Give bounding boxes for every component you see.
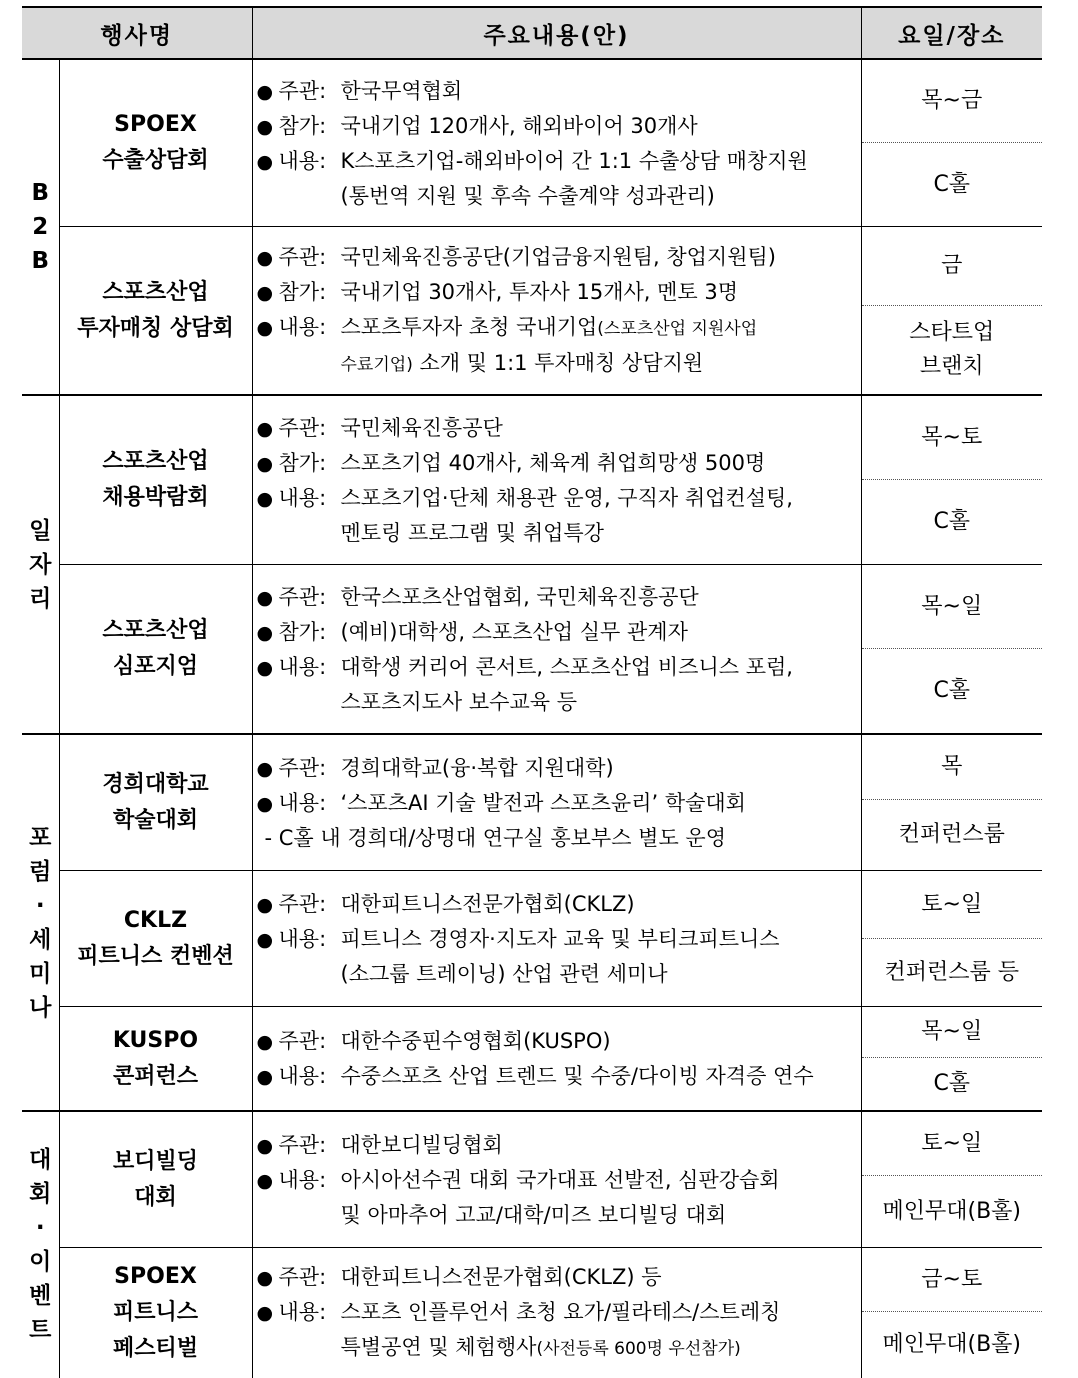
event-table	[22, 6, 1042, 1378]
event-place: C홀	[862, 480, 1043, 564]
event-name: 스포츠산업 투자매칭 상담회	[59, 227, 252, 396]
event-name: KUSPO 콘퍼런스	[59, 1007, 252, 1112]
table-row	[22, 871, 1042, 1007]
event-content: ● 주관: 대한피트니스전문가협회(CKLZ) 등 ● 내용: 스포츠 인플루언서 초청 요가/필라테스/스트레칭 특별공연 및 체험행사(사전등록 600명 우선참가)	[252, 1248, 861, 1378]
event-content: ● 주관: 경희대학교(융·복합 지원대학) ● 내용: ‘스포츠AI 기술 발전과 스포츠윤리’ 학술대회 - C홀 내 경희대/상명대 연구실 홍보부스 별도 운영	[252, 734, 861, 871]
event-day: 목~일	[862, 565, 1043, 649]
header-event-name: 행사명	[22, 7, 252, 59]
table-row	[22, 1248, 1042, 1378]
table-row	[22, 227, 1042, 396]
event-content: ● 주관: 대한수중핀수영협회(KUSPO) ● 내용: 수중스포츠 산업 트렌드 및 수중/다이빙 자격증 연수	[252, 1007, 861, 1112]
event-place: C홀	[862, 1058, 1043, 1110]
event-name: 보디빌딩 대회	[59, 1111, 252, 1248]
event-content: ● 주관: 한국무역협회 ● 참가: 국내기업 120개사, 해외바이어 30개사 ● 내용: K스포츠기업-해외바이어 간 1:1 수출상담 매창지원 (통번역 지원 및 후속 수출계약 성과관리)	[252, 59, 861, 227]
category-forum-seminar: 포 럼 · 세 미 나	[22, 734, 59, 1111]
event-day: 목~일	[862, 1007, 1043, 1058]
event-day-place	[861, 871, 1042, 1007]
header-content: 주요내용(안)	[252, 7, 861, 59]
event-content: ● 주관: 국민체육진흥공단 ● 참가: 스포츠기업 40개사, 체육계 취업희망생 500명 ● 내용: 스포츠기업·단체 채용관 운영, 구직자 취업컨설팅, 멘토링 프로그램 및 취업특강	[252, 395, 861, 565]
event-place: 컨퍼런스룸	[862, 800, 1043, 870]
event-day: 목	[862, 735, 1043, 800]
event-day-place	[861, 395, 1042, 565]
event-day: 금~토	[862, 1248, 1043, 1312]
table-row	[22, 565, 1042, 735]
event-name: SPOEX 피트니스 페스티벌	[59, 1248, 252, 1378]
event-day-place	[861, 59, 1042, 227]
event-day: 금	[862, 227, 1043, 306]
event-place: 메인무대(B홀)	[862, 1176, 1043, 1247]
event-content: ● 주관: 대한피트니스전문가협회(CKLZ) ● 내용: 피트니스 경영자·지도자 교육 및 부티크피트니스 (소그룹 트레이닝) 산업 관련 세미나	[252, 871, 861, 1007]
event-day: 토~일	[862, 871, 1043, 939]
event-name: 스포츠산업 심포지엄	[59, 565, 252, 735]
category-jobs: 일 자 리	[22, 395, 59, 734]
event-day-place	[861, 227, 1042, 396]
event-place: 스타트업 브랜치	[862, 306, 1043, 394]
event-day-place	[861, 565, 1042, 735]
table-row	[22, 59, 1042, 227]
event-place: C홀	[862, 143, 1043, 226]
event-day-place	[861, 734, 1042, 871]
event-name: SPOEX 수출상담회	[59, 59, 252, 227]
table-row	[22, 1111, 1042, 1248]
category-b2b: B 2 B	[22, 59, 59, 395]
event-content: ● 주관: 한국스포츠산업협회, 국민체육진흥공단 ● 참가: (예비)대학생, 스포츠산업 실무 관계자 ● 내용: 대학생 커리어 콘서트, 스포츠산업 비즈니스 포럼, 스포츠지도사 보수교육 등	[252, 565, 861, 735]
event-day-place	[861, 1248, 1042, 1378]
event-name: 경희대학교 학술대회	[59, 734, 252, 871]
event-content: ● 주관: 대한보디빌딩협회 ● 내용: 아시아선수권 대회 국가대표 선발전, 심판강습회 및 아마추어 고교/대학/미즈 보디빌딩 대회	[252, 1111, 861, 1248]
event-day-place	[861, 1007, 1042, 1112]
event-place: 컨퍼런스룸 등	[862, 939, 1043, 1006]
event-day: 토~일	[862, 1112, 1043, 1176]
table-row	[22, 734, 1042, 871]
event-place: C홀	[862, 649, 1043, 733]
event-name: 스포츠산업 채용박람회	[59, 395, 252, 565]
table-row	[22, 395, 1042, 565]
category-competition-event: 대 회 · 이 벤 트	[22, 1111, 59, 1378]
event-content: ● 주관: 국민체육진흥공단(기업금융지원팀, 창업지원팀) ● 참가: 국내기업 30개사, 투자사 15개사, 멘토 3명 ● 내용: 스포츠투자자 초청 국내기업(스포츠산업 지원사업 수료기업) 소개 및 1:1 투자매칭 상담지원	[252, 227, 861, 396]
event-day: 목~금	[862, 60, 1043, 143]
table-row	[22, 1007, 1042, 1112]
header-day-place: 요일/장소	[861, 7, 1042, 59]
header-row	[22, 7, 1042, 59]
event-place: 메인무대(B홀)	[862, 1312, 1043, 1378]
event-day: 목~토	[862, 396, 1043, 480]
event-name: CKLZ 피트니스 컨벤션	[59, 871, 252, 1007]
event-day-place	[861, 1111, 1042, 1248]
